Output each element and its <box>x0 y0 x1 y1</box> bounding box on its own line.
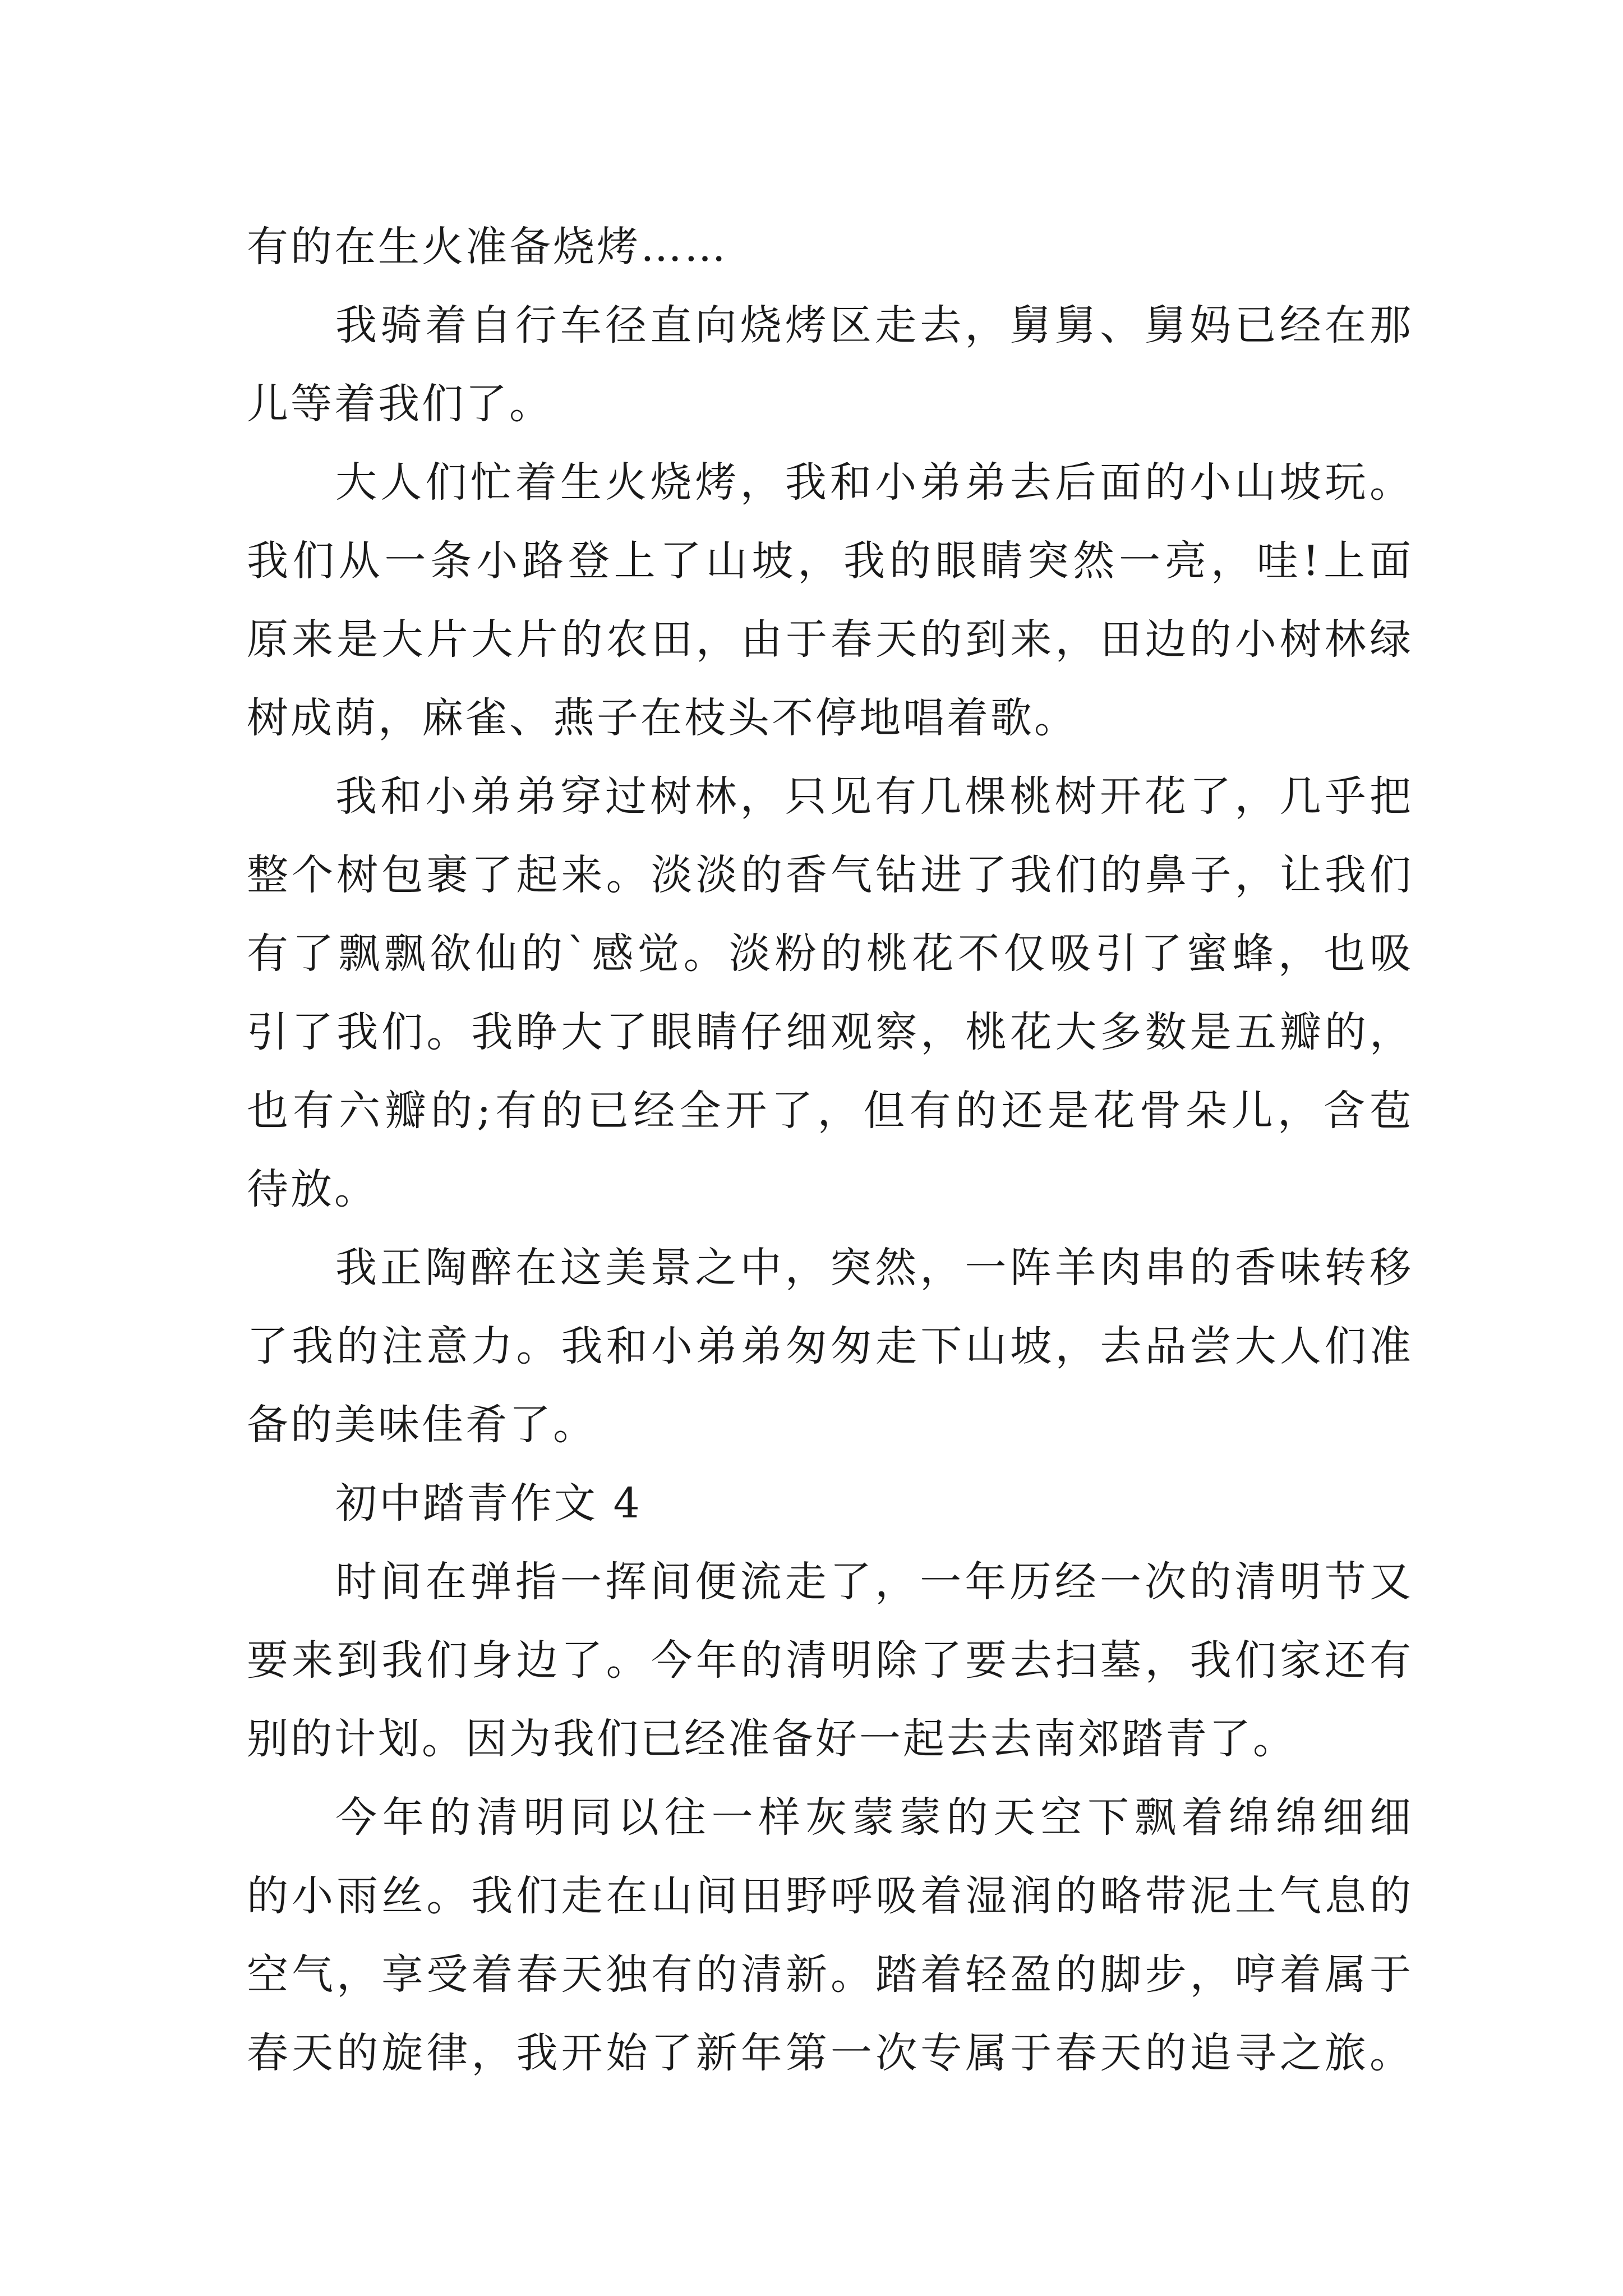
text-line: 备的美味佳肴了。 <box>247 1401 597 1449</box>
text-line: 空气，享受着春天独有的清新。踏着轻盈的脚步，哼着属于 <box>247 1950 1413 1999</box>
text-line: 我正陶醉在这美景之中，突然，一阵羊肉串的香味转移 <box>335 1244 1413 1292</box>
text-line: 了我的注意力。我和小弟弟匆匆走下山坡，去品尝大人们准 <box>247 1322 1413 1370</box>
text-line: 别的计划。因为我们已经准备好一起去去南郊踏青了。 <box>247 1715 1297 1763</box>
text-line: 也有六瓣的;有的已经全开了，但有的还是花骨朵儿，含苞 <box>247 1087 1413 1135</box>
text-line: 我和小弟弟穿过树林，只见有几棵桃树开花了，几乎把 <box>335 772 1413 821</box>
text-line: 我们从一条小路登上了山坡，我的眼睛突然一亮，哇!上面 <box>247 537 1413 585</box>
text-line: 春天的旋律，我开始了新年第一次专属于春天的追寻之旅。 <box>247 2029 1413 2077</box>
text-line: 的小雨丝。我们走在山间田野呼吸着湿润的略带泥土气息的 <box>247 1872 1413 1920</box>
text-line: 待放。 <box>247 1165 378 1213</box>
text-line: 有的在生火准备烧烤…… <box>247 223 728 271</box>
text-line: 大人们忙着生火烧烤，我和小弟弟去后面的小山坡玩。 <box>335 458 1413 507</box>
text-line: 要来到我们身边了。今年的清明除了要去扫墓，我们家还有 <box>247 1636 1413 1685</box>
text-line: 原来是大片大片的农田，由于春天的到来，田边的小树林绿 <box>247 615 1413 664</box>
section-heading: 初中踏青作文 4 <box>335 1479 642 1527</box>
text-line: 时间在弹指一挥间便流走了，一年历经一次的清明节又 <box>335 1558 1413 1606</box>
text-line: 整个树包裹了起来。淡淡的香气钻进了我们的鼻子，让我们 <box>247 851 1413 899</box>
text-line: 儿等着我们了。 <box>247 380 553 428</box>
text-line: 我骑着自行车径直向烧烤区走去，舅舅、舅妈已经在那 <box>335 301 1413 349</box>
article-body <box>247 208 1413 2092</box>
text-line: 有了飘飘欲仙的`感觉。淡粉的桃花不仅吸引了蜜蜂，也吸 <box>247 930 1413 978</box>
text-line: 引了我们。我睁大了眼睛仔细观察，桃花大多数是五瓣的， <box>247 1008 1413 1056</box>
text-line: 树成荫，麻雀、燕子在枝头不停地唱着歌。 <box>247 694 1078 742</box>
text-line: 今年的清明同以往一样灰蒙蒙的天空下飘着绵绵细细 <box>335 1793 1413 1842</box>
